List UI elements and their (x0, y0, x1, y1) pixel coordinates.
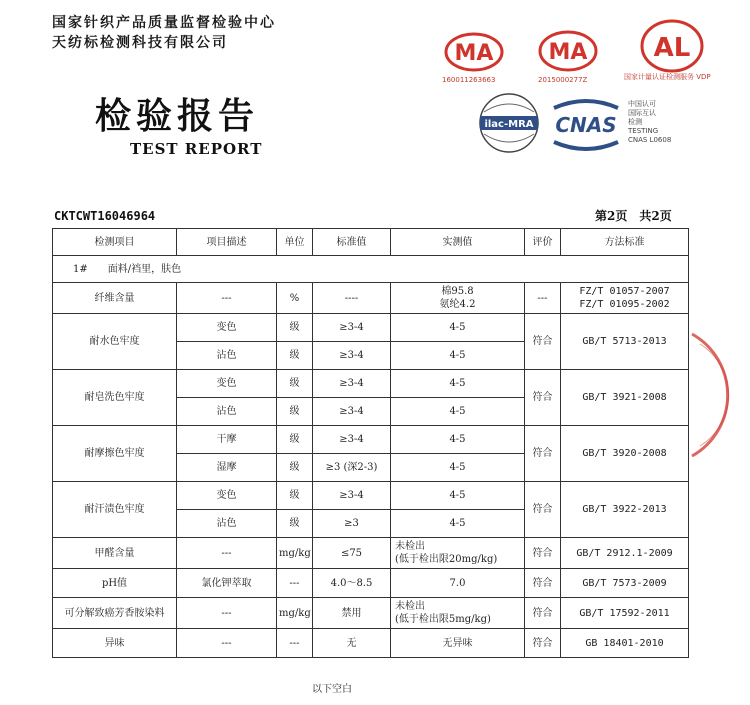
cnas-logo (548, 96, 624, 156)
cell-desc: 沾色 (177, 342, 277, 370)
cell-unit: mg/kg (277, 598, 313, 629)
table-row (53, 370, 689, 398)
sample-description: 1# 面料/裆里，肤色 (53, 256, 689, 283)
header-evaluation: 评价 (525, 229, 561, 256)
cma-code-2: 2015000277Z (538, 76, 588, 84)
cell-unit: 级 (277, 426, 313, 454)
cell-unit: 级 (277, 454, 313, 482)
cell-std: 禁用 (313, 598, 391, 629)
cell-item: 甲醛含量 (53, 538, 177, 569)
cell-desc: 变色 (177, 314, 277, 342)
table-row (53, 426, 689, 454)
table-header-row (53, 229, 689, 256)
org-name-line2: 天纺标检测科技有限公司 (52, 35, 228, 51)
cell-desc: --- (177, 538, 277, 569)
cell-method: GB/T 3921-2008 (561, 370, 689, 426)
header-test-item: 检测项目 (53, 229, 177, 256)
svg-text:MA: MA (548, 40, 588, 65)
cell-unit: 级 (277, 482, 313, 510)
cell-desc: 沾色 (177, 398, 277, 426)
cal-logo (636, 18, 708, 78)
blank-below-note: 以下空白 (312, 684, 352, 695)
measured-line: 氨纶4.2 (439, 299, 476, 310)
cell-std: ≥3-4 (313, 314, 391, 342)
cell-unit: % (277, 283, 313, 314)
cnas-caption-line: 检测 (628, 118, 642, 126)
header-method-standard: 方法标准 (561, 229, 689, 256)
cell-measured: 无异味 (391, 629, 525, 658)
cell-std: 4.0～8.5 (313, 569, 391, 598)
cell-item: 耐皂洗色牢度 (53, 370, 177, 426)
sample-row (53, 256, 689, 283)
table-row (53, 569, 689, 598)
cell-desc: 干摩 (177, 426, 277, 454)
cell-unit: --- (277, 569, 313, 598)
table-row (53, 482, 689, 510)
cell-measured: 4-5 (391, 454, 525, 482)
cell-method: GB 18401-2010 (561, 629, 689, 658)
cell-method: GB/T 3920-2008 (561, 426, 689, 482)
cell-item: 纤维含量 (53, 283, 177, 314)
cnas-caption-line: CNAS L0608 (628, 136, 672, 144)
measured-line: 棉95.8 (441, 286, 474, 297)
cell-measured: 4-5 (391, 370, 525, 398)
cell-item: 异味 (53, 629, 177, 658)
cell-method: GB/T 3922-2013 (561, 482, 689, 538)
cell-unit: 级 (277, 510, 313, 538)
cell-item: 耐摩擦色牢度 (53, 426, 177, 482)
cell-std: ≥3-4 (313, 342, 391, 370)
cma-logo (438, 30, 510, 78)
cnas-caption (628, 100, 671, 145)
cal-caption: 国家计量认证检测服务 VDP (624, 73, 711, 81)
table-row (53, 538, 689, 569)
cnas-caption-line: 中国认可 (628, 100, 656, 108)
cell-method: GB/T 17592-2011 (561, 598, 689, 629)
report-number: CKTCWT16046964 (54, 209, 156, 223)
cell-eval: 符合 (525, 482, 561, 538)
cell-measured: 4-5 (391, 510, 525, 538)
cell-std: ≤75 (313, 538, 391, 569)
cell-eval: --- (525, 283, 561, 314)
cell-method: GB/T 7573-2009 (561, 569, 689, 598)
cell-measured (391, 283, 525, 314)
cell-desc: --- (177, 598, 277, 629)
svg-text:AL: AL (653, 33, 691, 63)
cell-eval: 符合 (525, 629, 561, 658)
table-row (53, 598, 689, 629)
cnas-text: CNAS (555, 113, 617, 137)
cell-method: GB/T 2912.1-2009 (561, 538, 689, 569)
report-title-english: TEST REPORT (130, 140, 263, 158)
cell-item: 可分解致癌芳香胺染料 (53, 598, 177, 629)
table-row (53, 629, 689, 658)
page-indicator: 第2页 共2页 (595, 209, 672, 223)
cell-eval: 符合 (525, 370, 561, 426)
cell-desc: --- (177, 283, 277, 314)
cell-measured: 4-5 (391, 314, 525, 342)
cell-method (561, 283, 689, 314)
official-seal-stamp (662, 330, 750, 464)
org-name-line1: 国家针织产品质量监督检验中心 (52, 15, 276, 31)
measured-line: 未检出 (395, 601, 425, 612)
cell-std: ≥3-4 (313, 482, 391, 510)
cell-eval: 符合 (525, 569, 561, 598)
cell-std: ≥3 (深2-3) (313, 454, 391, 482)
cell-measured: 4-5 (391, 426, 525, 454)
cell-eval: 符合 (525, 538, 561, 569)
cell-std: 无 (313, 629, 391, 658)
cell-measured: 4-5 (391, 482, 525, 510)
cell-std: ≥3-4 (313, 426, 391, 454)
table-row (53, 314, 689, 342)
cma-logo-2 (532, 28, 604, 78)
cell-desc: 变色 (177, 482, 277, 510)
ilac-mra-logo (474, 92, 544, 158)
cnas-caption-line: 国际互认 (628, 109, 656, 117)
cell-item: 耐水色牢度 (53, 314, 177, 370)
ilac-text: ilac-MRA (484, 119, 534, 130)
cell-desc: 湿摩 (177, 454, 277, 482)
header-unit: 单位 (277, 229, 313, 256)
header-standard-value: 标准值 (313, 229, 391, 256)
cnas-caption-line: TESTING (628, 127, 659, 135)
cell-item: pH值 (53, 569, 177, 598)
cell-eval: 符合 (525, 314, 561, 370)
table-row (53, 283, 689, 314)
test-results-table (52, 228, 689, 658)
cell-measured (391, 538, 525, 569)
measured-line: (低于检出限20mg/kg) (395, 554, 498, 565)
cell-std: ≥3-4 (313, 370, 391, 398)
cell-unit: --- (277, 629, 313, 658)
svg-text:MA: MA (454, 41, 494, 66)
cell-std: ---- (313, 283, 391, 314)
cell-unit: mg/kg (277, 538, 313, 569)
cell-measured: 4-5 (391, 398, 525, 426)
cma-code-1: 160011263663 (442, 76, 496, 84)
method-line: FZ/T 01095-2002 (579, 299, 670, 310)
method-line: FZ/T 01057-2007 (579, 286, 670, 297)
cell-unit: 级 (277, 370, 313, 398)
cell-desc: 氯化钾萃取 (177, 569, 277, 598)
measured-line: 未检出 (395, 541, 425, 552)
cell-measured (391, 598, 525, 629)
cell-eval: 符合 (525, 598, 561, 629)
header-measured-value: 实测值 (391, 229, 525, 256)
cell-desc: 沾色 (177, 510, 277, 538)
cell-std: ≥3-4 (313, 398, 391, 426)
cell-std: ≥3 (313, 510, 391, 538)
measured-line: (低于检出限5mg/kg) (395, 614, 491, 625)
cell-measured: 4-5 (391, 342, 525, 370)
cell-measured: 7.0 (391, 569, 525, 598)
report-title: 检验报告 (95, 95, 260, 137)
cell-unit: 级 (277, 398, 313, 426)
cell-item: 耐汗渍色牢度 (53, 482, 177, 538)
cell-desc: 变色 (177, 370, 277, 398)
cell-eval: 符合 (525, 426, 561, 482)
cell-unit: 级 (277, 314, 313, 342)
cell-desc: --- (177, 629, 277, 658)
header-description: 项目描述 (177, 229, 277, 256)
cell-method: GB/T 5713-2013 (561, 314, 689, 370)
cell-unit: 级 (277, 342, 313, 370)
